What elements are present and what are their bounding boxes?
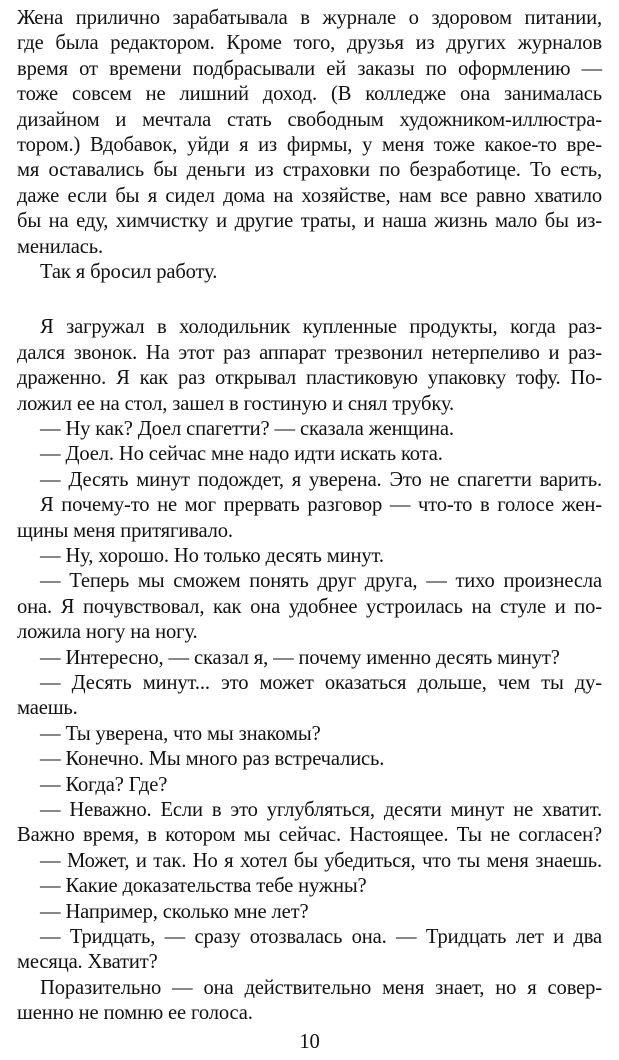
text-line: Важно время, в котором мы сейчас. Настоящее. Ты не согласен?	[17, 824, 602, 847]
page-number: 10	[299, 1031, 320, 1053]
text-line: — Какие доказательства тебе нужны?	[40, 875, 367, 898]
text-line: где была редактором. Кроме того, друзья из других журналов	[17, 32, 602, 55]
text-line: шенно не помню ее голоса.	[17, 1002, 253, 1025]
text-line: — Может, и так. Но я хотел бы убедиться, что ты меня знаешь.	[40, 849, 602, 872]
text-line: щины меня притягивало.	[17, 519, 233, 542]
text-line: тоже совсем не лишний доход. (В колледже она занималась	[17, 83, 602, 106]
text-line: драженно. Я как раз открывал пластиковую упаковку тофу. По-	[17, 367, 602, 390]
text-line: — Интересно, — сказал я, — почему именно десять минут?	[40, 646, 560, 669]
text-line: ложил ее на стол, зашел в гостиную и снял трубку.	[17, 392, 455, 415]
text-line: ложила ногу на ногу.	[17, 621, 198, 644]
text-line: — Ты уверена, что мы знакомы?	[40, 722, 321, 745]
text-line: — Конечно. Мы много раз встречались.	[40, 748, 385, 771]
text-line: — Тридцать, — сразу отозвалась она. — Тридцать лет и два	[40, 926, 602, 948]
text-line: маешь.	[17, 697, 78, 720]
text-line: дизайном и мечтала стать свободным художником-иллюстра-	[17, 108, 602, 131]
text-line: Так я бросил работу.	[40, 261, 218, 283]
text-line: даже если бы я сидел дома на хозяйстве, нам все равно хватило	[17, 184, 602, 207]
text-line: месяца. Хватит?	[17, 951, 158, 974]
text-line: мя оставались бы деньги из страховки по безработице. То есть,	[17, 159, 602, 182]
text-line: — Теперь мы сможем понять друг друга, — тихо произнесла	[40, 570, 602, 593]
text-line: — Неважно. Если в это углубляться, десяти минут не хватит.	[40, 799, 602, 821]
text-line: — Ну как? Доел спагетти? — сказала женщина.	[40, 418, 454, 440]
text-line: — Десять минут подождет, я уверена. Это не спагетти варить.	[40, 468, 602, 491]
text-line: Поразительно — она действительно меня знает, но я совер-	[40, 976, 602, 999]
text-line: бы на еду, химчистку и другие траты, и наша жизнь мало бы из-	[17, 210, 602, 233]
text-line: — Ну, хорошо. Но только десять минут.	[40, 545, 384, 567]
text-line: — Например, сколько мне лет?	[40, 900, 309, 923]
text-line: Я загружал в холодильник купленные продукты, когда раз-	[40, 316, 602, 339]
text-line: она. Я почувствовал, как она удобнее устроилась на стуле и по-	[17, 595, 602, 618]
text-line: Я почему-то не мог прервать разговор — что-то в голосе жен-	[40, 494, 602, 517]
text-line: — Доел. Но сейчас мне надо идти искать кота.	[40, 443, 443, 466]
text-line: — Десять минут... это может оказаться дольше, чем ты ду-	[40, 672, 602, 694]
text-line: время от времени подбрасывали ей заказы по оформлению —	[17, 57, 602, 80]
text-line: тором.) Вдобавок, уйди я из фирмы, у меня тоже какое-то вре-	[17, 134, 602, 156]
text-line: менилась.	[17, 235, 103, 258]
text-line: дался звонок. На этот раз аппарат трезвонил нетерпеливо и раз-	[17, 341, 602, 364]
text-line: Жена прилично зарабатывала в журнале о здоровом питании,	[17, 7, 602, 29]
text-line: — Когда? Где?	[40, 773, 168, 796]
